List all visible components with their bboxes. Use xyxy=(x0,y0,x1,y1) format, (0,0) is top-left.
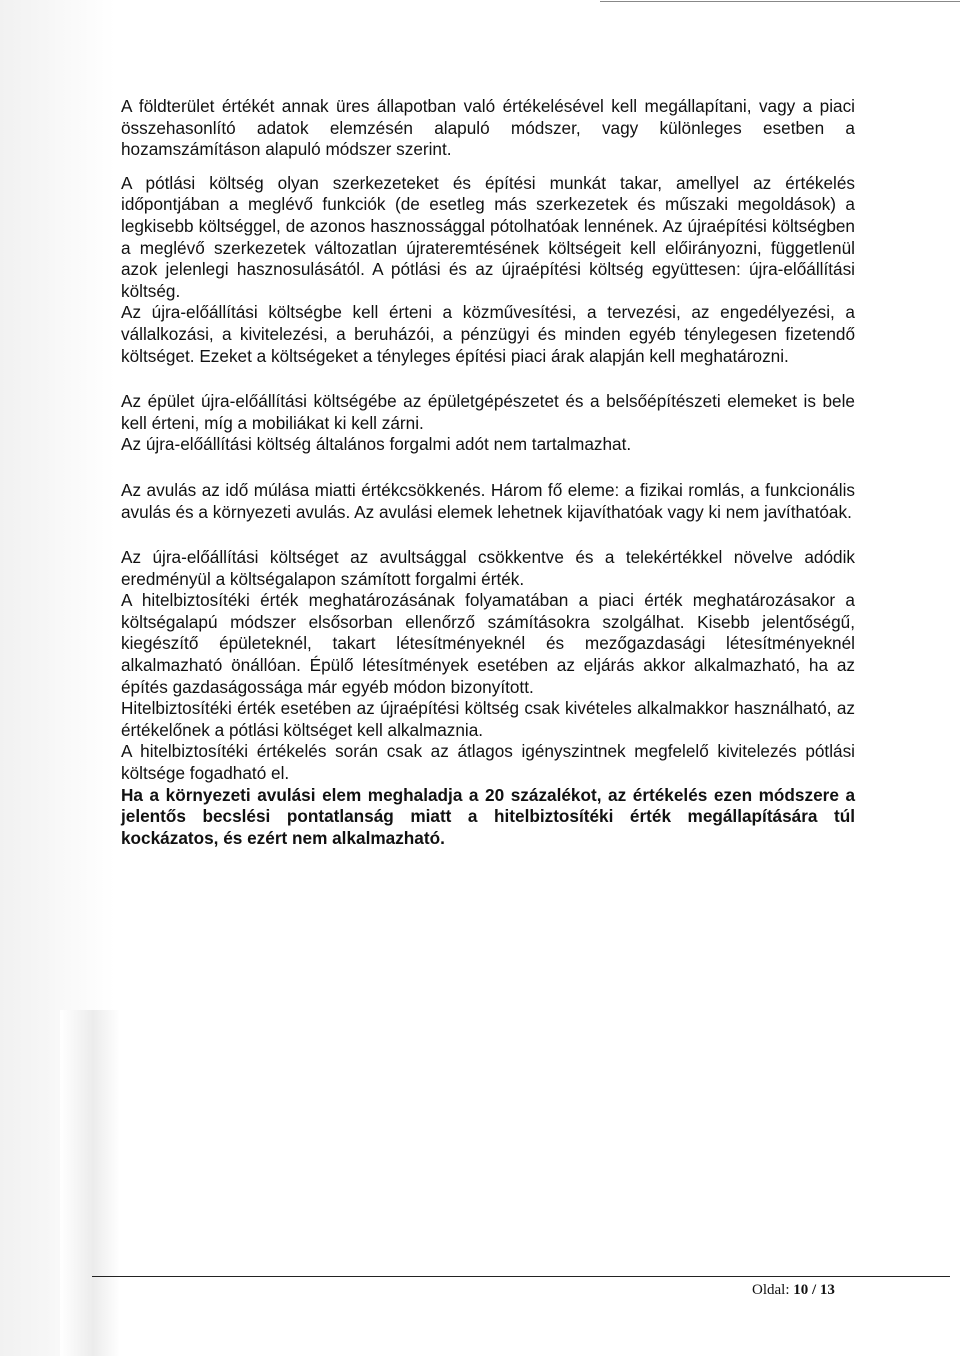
total-pages: 13 xyxy=(819,1282,835,1298)
paragraph-mortgage-lending-value: A hitelbiztosítéki érték meghatározásának folyamatában a piaci érték meghatározásakor a költségalapú módszer elsősorban ellenőrző számításokra szolgálhat. Kisebb jelentőségű, kiegészítő épületeknél, takart létesítményeknél és mezőgazdasági létesítményeknél alkalmazható önállóan. Épülő létesítmények esetében az eljárás akkor alkalmazható, ha az építés gazdaságossága már egyéb módon bizonyított. xyxy=(121,590,855,697)
top-rule xyxy=(600,1,960,2)
scan-left-edge-shadow xyxy=(60,1010,120,1356)
footer-rule xyxy=(92,1276,950,1277)
paragraph-environmental-obsolescence: Ha a környezeti avulási elem meghaladja a 20 százalékot, az értékelés ezen módszere a jelentős becslési pontatlanság miatt a hitelbiztosítéki érték megállapítására túl kockázatos, és ezért nem alkalmazható. xyxy=(121,784,855,848)
page-number xyxy=(752,1281,882,1299)
paragraph-reconstruction-exception: Hitelbiztosítéki érték esetében az újraépítési költség csak kivételes alkalmakkor használható, az értékelőnek a pótlási költséget kell alkalmaznia. xyxy=(121,698,855,740)
paragraph-vat: Az újra-előállítási költség általános forgalmi adót nem tartalmazhat. xyxy=(121,434,632,455)
paragraph-replacement-cost: A pótlási költség olyan szerkezeteket és építési munkát takar, amellyel az értékelés időpontjában a meglévő funkciók (de esetleg más szerkezetek és műszaki megoldások) a legkisebb költséggel, de azonos hasznossággal pótolhatóak lennének. Az újraépítési költségben a meglévő szerkezetek változatlan újrateremtésének költségeit kell előirányozni, függetlenül azok jelenlegi hasznosulásától. A pótlási és az újraépítési költség együttesen: újra-előállítási költség. xyxy=(121,172,855,301)
current-page: 10 xyxy=(793,1282,809,1298)
paragraph-average-standard: A hitelbiztosítéki értékelés során csak az átlagos igényszintnek megfelelő kivitelezés pótlási költsége fogadható el. xyxy=(121,741,855,784)
paragraph-building-services: Az épület újra-előállítási költségébe az épületgépészetet és a belsőépítészeti elemeket is bele kell érteni, míg a mobiliákat ki kell zárni. xyxy=(121,391,855,433)
page-separator: / xyxy=(812,1282,817,1298)
paragraph-depreciation: Az avulás az idő múlása miatti értékcsökkenés. Három fő eleme: a fizikai romlás, a funkcionális avulás és a környezeti avulás. Az avulási elemek lehetnek kijavíthatóak vagy ki nem javíthatóak. xyxy=(121,479,855,522)
page-label: Oldal: xyxy=(752,1282,790,1298)
paragraph-land-value: A földterület értékét annak üres állapotban való értékelésével kell megállapítani, vagy a piaci összehasonlító adatok elemzésén alapuló módszer, vagy különleges esetben a hozamszámításon alapuló módszer szerint. xyxy=(121,96,855,160)
paragraph-reproduction-cost: Az újra-előállítási költségbe kell érteni a közművesítési, a tervezési, az engedélyezési, a vállalkozási, a kivitelezési, a beruházói, a pénzügyi és minden egyéb ténylegesen fizetendő költséget. Ezeket a költségeket a tényleges építési piaci árak alapján kell meghatározni. xyxy=(121,302,855,366)
document-body xyxy=(121,96,855,849)
paragraph-cost-based-value: Az újra-előállítási költséget az avultsággal csökkentve és a telekértékkel növelve adódik eredményül a költségalapon számított forgalmi érték. xyxy=(121,547,855,589)
